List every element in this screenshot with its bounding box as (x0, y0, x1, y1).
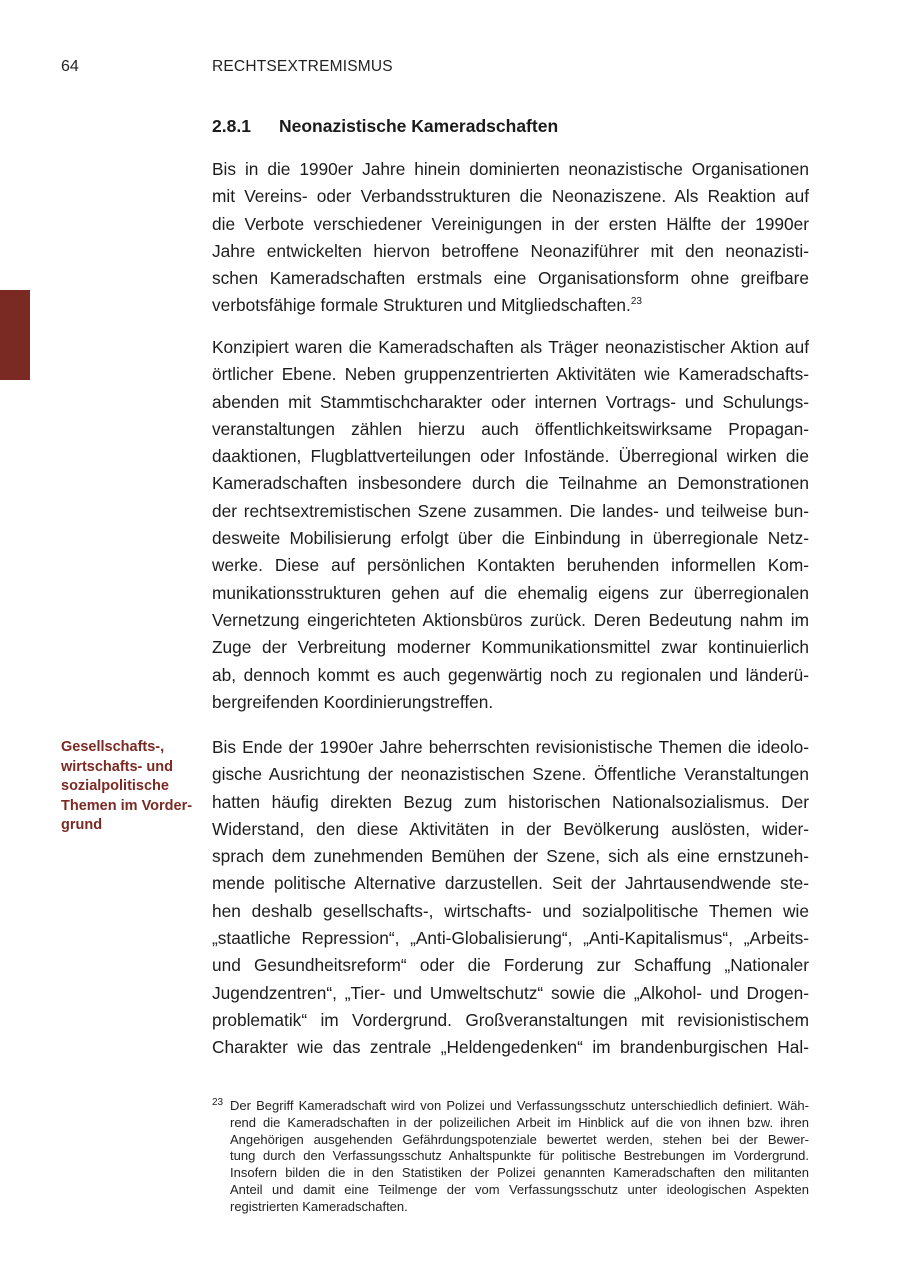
margin-note (61, 738, 201, 836)
footnote (212, 1098, 809, 1216)
chapter-edge-tab (0, 290, 30, 380)
paragraph-2 (212, 334, 809, 716)
paragraph-line: örtlicher Ebene. Neben gruppenzentrierten Aktivitäten wie Kameradschafts- (212, 364, 809, 385)
paragraph-line: sprach dem zunehmenden Bemühen der Szene, sich als eine ernstzuneh- (212, 846, 809, 867)
running-head: RECHTSEXTREMISMUS (212, 58, 393, 75)
footnote-number: 23 (212, 1097, 224, 1108)
paragraph-line (212, 292, 809, 319)
footnote-line: rend die Kameradschaften in der polizeilichen Arbeit im Hinblick auf die von ihnen bzw. ihren (230, 1114, 809, 1130)
paragraph-line: Jugendzentren“, „Tier- und Umweltschutz“ sowie die „Alkohol- und Drogen- (212, 982, 809, 1003)
paragraph-line: werke. Diese auf persönlichen Kontakten beruhenden informellen Kom- (212, 555, 809, 576)
paragraph-line: hatten häufig direkten Bezug zum historischen Nationalsozialismus. Der (212, 791, 809, 812)
footnote-line: Anteil und damit eine Teilmenge der vom Verfassungsschutz unter ideologischen Aspekten (230, 1181, 809, 1197)
paragraph-line: schen Kameradschaften erstmals eine Organisationsform ohne greifbare (212, 268, 809, 289)
paragraph-1 (212, 156, 809, 320)
paragraph-line: munikationsstrukturen gehen auf die ehemalig eigens zur überregionalen (212, 582, 809, 603)
paragraph-line: Charakter wie das zentrale „Heldengedenken“ im brandenburgischen Hal- (212, 1037, 809, 1058)
paragraph-line: gische Ausrichtung der neonazistischen Szene. Öffentliche Veranstaltungen (212, 764, 809, 785)
paragraph-line: Jahre entwickelten hiervon betroffene Neonaziführer mit den neonazisti- (212, 240, 809, 261)
footnote-text (230, 1098, 809, 1216)
paragraph-line: desweite Mobilisierung erfolgt über die Einbindung in überregionale Netz- (212, 528, 809, 549)
margin-note-line: Themen im Vorder- (61, 797, 193, 814)
paragraph-line: der rechtsextremistischen Szene zusammen. Die landes- und teilweise bun- (212, 500, 809, 521)
paragraph-line: problematik“ im Vordergrund. Großveranstaltungen mit revisionistischem (212, 1009, 809, 1030)
paragraph-line: hen deshalb gesellschafts-, wirtschafts- und sozialpolitische Themen wie (212, 900, 809, 921)
paragraph-line: die Verbote verschiedener Vereinigungen in der ersten Hälfte der 1990er (212, 213, 809, 234)
paragraph-line: Bis Ende der 1990er Jahre beherrschten revisionistische Themen die ideolo- (212, 737, 809, 757)
paragraph-line-text: verbotsfähige formale Strukturen und Mitgliedschaften. (212, 295, 631, 316)
paragraph-line: mende politische Alternative darzustellen. Seit der Jahrtausendwende ste- (212, 873, 809, 894)
margin-note-line: Gesellschafts-, (61, 739, 165, 755)
paragraph-line: Kameradschaften insbesondere durch die Teilnahme an Demonstrationen (212, 473, 809, 494)
paragraph-line: „staatliche Repression“, „Anti-Globalisierung“, „Anti-Kapitalismus“, „Arbeits- (212, 928, 809, 949)
margin-note-line: wirtschafts- und (61, 758, 173, 775)
paragraph-line: veranstaltungen zählen hierzu auch öffentlichkeitswirksame Propagan- (212, 418, 809, 439)
paragraph-line: Bis in die 1990er Jahre hinein dominierten neonazistische Organisationen (212, 159, 809, 179)
paragraph-line: daaktionen, Flugblattverteilungen oder Infostände. Überregional wirken die (212, 446, 809, 467)
margin-note-line: sozialpolitische (61, 778, 169, 794)
footnote-line: Angehörigen ausgehenden Gefährdungspotenziale bewertet werden, stehen bei der Bewer- (230, 1131, 809, 1147)
paragraph-line: bergreifenden Koordinierungstreffen. (212, 691, 494, 712)
section-number: 2.8.1 (212, 116, 251, 136)
paragraph-line: Konzipiert waren die Kameradschaften als Träger neonazistischer Aktion auf (212, 337, 809, 357)
paragraph-line: mit Vereins- oder Verbandsstrukturen die Neonaziszene. Als Reaktion auf (212, 186, 809, 207)
paragraph-3 (212, 734, 809, 1062)
footnote-line: Der Begriff Kameradschaft wird von Polizei und Verfassungsschutz unterschiedlich definiert. Wäh- (230, 1098, 809, 1113)
paragraph-line: Widerstand, den diese Aktivitäten in der Bevölkerung auslösten, wider- (212, 818, 809, 839)
footnote-line: Insofern bilden die in den Statistiken der Polizei genannten Kameradschaften den militanten (230, 1165, 809, 1181)
footnote-line: tung durch den Verfassungsschutz Anhaltspunkte für politische Bestrebungen im Vordergrund. (230, 1148, 809, 1164)
paragraph-line: abenden mit Stammtischcharakter oder internen Vortrags- und Schulungs- (212, 391, 809, 412)
paragraph-line: Vernetzung eingerichteten Aktionsbüros zurück. Deren Bedeutung nahm im (212, 609, 809, 630)
paragraph-line: ab, dennoch kommt es auch gegenwärtig noch zu regionalen und länderü- (212, 664, 809, 685)
margin-note-line: grund (61, 817, 103, 833)
footnote-reference[interactable]: 23 (630, 296, 642, 308)
section-heading (212, 116, 812, 137)
page-number: 64 (61, 58, 79, 75)
section-title: Neonazistische Kameradschaften (279, 116, 559, 136)
paragraph-line: Zuge der Verbreitung moderner Kommunikationsmittel zwar kontinuierlich (212, 637, 809, 658)
paragraph-line: und Gesundheitsreform“ oder die Forderung zur Schaffung „Nationaler (212, 955, 809, 976)
footnote-line: registrierten Kameradschaften. (230, 1198, 408, 1214)
